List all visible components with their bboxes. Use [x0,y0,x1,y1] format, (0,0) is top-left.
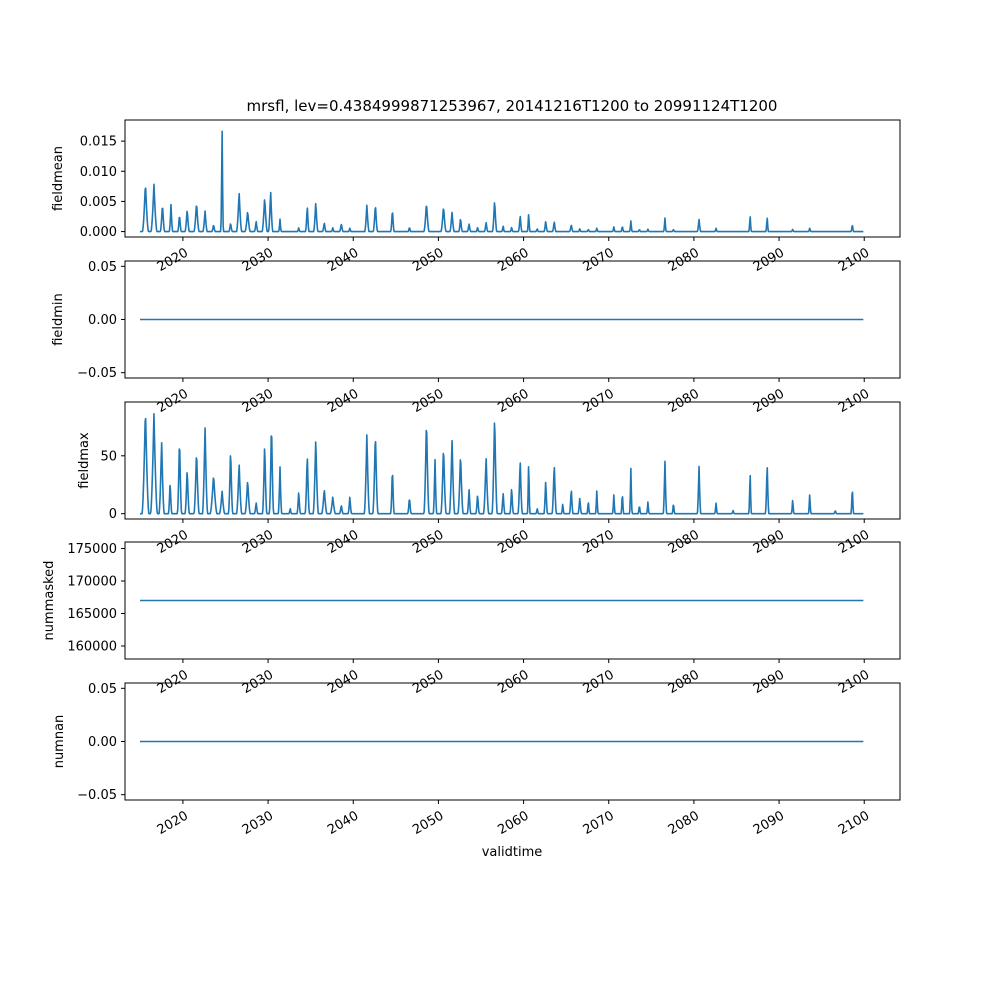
x-tick-label: 2100 [836,527,873,558]
x-tick-label: 2080 [665,386,702,417]
x-tick-label: 2080 [665,245,702,276]
y-tick-label: 160000 [67,639,117,655]
x-axis-label: validtime [481,845,543,860]
y-tick-label: 0.005 [79,194,117,210]
x-tick-label: 2030 [239,245,277,276]
x-tick-label: 2070 [580,808,617,839]
fieldmax-series-line [140,414,863,514]
x-tick-label: 2030 [239,527,277,558]
y-tick-label: 50 [100,449,117,465]
x-tick-label: 2090 [750,808,788,839]
x-tick-label: 2040 [325,667,362,698]
x-tick-label: 2100 [836,667,873,698]
x-tick-label: 2090 [750,386,788,417]
x-tick-label: 2020 [154,667,191,698]
x-tick-label: 2090 [750,667,788,698]
x-tick-label: 2040 [325,386,362,417]
x-tick-label: 2070 [580,245,617,276]
x-tick-label: 2050 [410,527,447,558]
x-tick-label: 2090 [750,527,788,558]
x-tick-label: 2050 [410,386,447,417]
y-tick-label: 0.05 [88,259,117,275]
x-tick-label: 2030 [239,808,277,839]
x-tick-label: 2050 [410,808,447,839]
x-tick-label: 2100 [836,808,873,839]
x-tick-label: 2050 [410,245,447,276]
y-tick-label: −0.05 [77,366,117,382]
x-tick-label: 2070 [580,386,617,417]
y-tick-label: 165000 [67,607,117,622]
panel-fieldmax [77,402,900,557]
x-tick-label: 2040 [325,245,362,276]
y-tick-label: 0.05 [88,681,117,697]
y-tick-label: 0.00 [88,313,117,328]
y-tick-label: 0.00 [88,735,117,750]
x-tick-label: 2060 [495,527,532,558]
x-tick-label: 2050 [410,667,447,698]
panel-numnan [52,682,900,838]
ylabel-nummasked: nummasked [42,560,57,641]
tick-layer [67,542,872,697]
x-tick-label: 2020 [154,245,191,276]
x-tick-label: 2020 [154,386,191,417]
panel-fieldmean [51,120,900,275]
x-tick-label: 2060 [495,667,532,698]
y-tick-label: 0.000 [79,225,117,241]
ylabel-numnan: numnan [52,714,67,769]
y-tick-label: 170000 [67,574,117,590]
y-tick-label: 0.010 [79,164,117,180]
ylabel-fieldmean: fieldmean [51,146,66,211]
x-tick-label: 2100 [836,245,873,276]
x-tick-label: 2040 [325,527,362,558]
y-tick-label: 175000 [67,542,117,557]
x-tick-label: 2060 [495,245,532,276]
x-tick-label: 2080 [665,808,702,839]
x-tick-label: 2090 [750,245,788,276]
fieldmean-series-line [140,131,863,231]
x-tick-label: 2070 [580,527,617,558]
panel-fieldmin [51,260,900,416]
x-tick-label: 2030 [239,667,277,698]
y-tick-label: 0.015 [79,134,117,150]
ylabel-fieldmax: fieldmax [77,432,92,489]
y-tick-label: 0 [108,507,117,523]
ylabel-fieldmin: fieldmin [51,293,66,346]
x-tick-label: 2070 [580,667,617,698]
figure-title: mrsfl, lev=0.4384999871253967, 20141216T1200 to 20991124T1200 [246,97,778,115]
x-tick-label: 2040 [325,808,362,839]
x-tick-label: 2030 [239,386,277,417]
tick-layer [77,260,872,416]
tick-layer [80,135,872,275]
x-tick-label: 2020 [154,808,191,839]
tick-layer [77,682,872,838]
x-tick-label: 2080 [665,527,702,558]
x-tick-label: 2060 [495,808,532,839]
x-tick-label: 2100 [836,386,873,417]
x-tick-label: 2080 [665,667,702,698]
panel-nummasked [42,542,900,697]
y-tick-label: −0.05 [77,788,117,804]
x-tick-label: 2060 [495,386,532,417]
x-tick-label: 2020 [154,527,191,558]
